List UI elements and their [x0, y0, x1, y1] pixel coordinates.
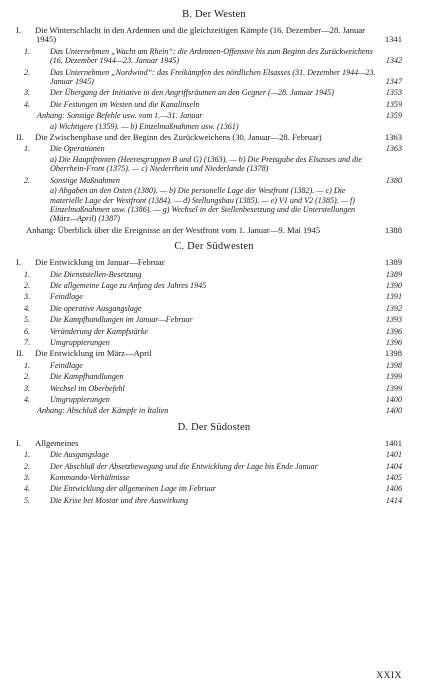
toc-entry-number: 2.: [24, 67, 31, 77]
toc-entry-number: I.: [16, 437, 22, 448]
toc-page-number: 1363: [384, 132, 402, 143]
toc-entry-text: [26, 226, 376, 235]
toc-entry-label: Die allgemeine Lage zu Anfang des Jahres 1945: [50, 280, 207, 290]
toc-entry-label: Kommando-Verhältnisse: [50, 473, 130, 483]
toc-entry-number: 7.: [24, 337, 31, 347]
toc-page-number: 1392: [385, 303, 402, 313]
toc-entry-number: 2.: [24, 280, 31, 290]
toc-entry-text: [24, 473, 376, 483]
toc-entry[interactable]: [26, 384, 402, 393]
toc-entry-number: II.: [16, 132, 24, 143]
toc-section: [16, 9, 402, 235]
toc-entry-text: [24, 360, 376, 370]
toc-page-number: 1400: [385, 395, 402, 404]
toc-entry-text: [24, 495, 376, 505]
toc-entry-number: 4.: [24, 395, 31, 404]
toc-entry-text: [24, 303, 376, 313]
toc-entry[interactable]: [26, 68, 402, 87]
toc-entry[interactable]: [26, 361, 402, 370]
toc-entry-number: 3.: [24, 383, 31, 393]
toc-entry-number: 4.: [24, 99, 31, 109]
toc-entry[interactable]: [26, 406, 402, 415]
toc-page-number: 1363: [385, 144, 402, 154]
toc-entry-text: [24, 395, 376, 404]
toc-subitems: a) Abgaben an den Osten (1380). — b) Die personelle Lage der Westfront (1382). — c) Die materielle Lage der Westfront (1384). — d) Stellungsbau (1385). — e) V1 und V2 (1385). — f) Einzelmaßnahmen usw. (1386). — g) Wechsel in der Stellenbesetzung und die Unterstellungen (März—April) (1387): [50, 186, 356, 224]
toc-entry-text: [24, 46, 376, 66]
toc-entry-text: [16, 437, 376, 448]
toc-entry-number: 5.: [24, 315, 31, 325]
toc-entry[interactable]: [26, 395, 402, 404]
toc-entry[interactable]: [26, 176, 402, 185]
toc-page-number: 1401: [384, 437, 402, 448]
toc-entry-label: Die Winterschlacht in den Ardennen und die gleichzeitigen Kämpfe (16. Dezember—28. Januar 1945): [35, 25, 365, 45]
toc-page-number: 1405: [385, 473, 402, 483]
toc-entry-text: [24, 484, 376, 494]
toc-entry-number: 1.: [24, 360, 31, 370]
toc-entry[interactable]: [26, 484, 402, 493]
toc-entry-text: [24, 326, 376, 336]
toc-entry-label: Feindlage: [50, 360, 83, 370]
toc-entry[interactable]: [16, 437, 402, 448]
toc-entry-text: [37, 111, 376, 120]
toc-entry-number: 4.: [24, 303, 31, 313]
toc-entry-label: Die Zwischenphase und der Beginn des Zurückweichens (30. Januar—28. Februar): [35, 132, 322, 143]
toc-entry-text: [24, 67, 376, 87]
toc-page-number: 1401: [385, 450, 402, 460]
toc-page-number: 1342: [385, 56, 402, 66]
toc-page-number: 1390: [385, 280, 402, 290]
toc-entry-label: Die Entwicklung der allgemeinen Lage im Februar: [50, 484, 216, 494]
toc-page-number: 1400: [385, 406, 402, 416]
toc-entry-text: [24, 292, 376, 302]
toc-entry[interactable]: [26, 496, 402, 505]
toc-entry-number: 1.: [24, 46, 31, 56]
toc-page-number: 1398: [384, 348, 402, 359]
toc-entry-label: Die Kampfhandlungen im Januar—Februar: [50, 315, 193, 325]
toc-entry-text: [37, 406, 376, 415]
toc-entry-label: Die Operationen: [50, 144, 105, 154]
toc-entry-text: [24, 88, 376, 98]
toc-section: [16, 241, 402, 416]
toc-entry-label: Anhang: Abschluß der Kämpfe in Italien: [37, 406, 169, 416]
toc-entry-label: Der Übergang der Initiative in den Angriffsräumen an den Gegner (—28. Januar 1945): [50, 88, 334, 98]
toc-entry-text: [24, 383, 376, 393]
toc-page-number: 1353: [385, 88, 402, 98]
toc-entry-number: 5.: [24, 495, 31, 505]
toc-page-number: 1393: [385, 315, 402, 325]
toc-entry-number: 2.: [24, 372, 31, 382]
section-title: C. Der Südwesten: [174, 241, 254, 253]
toc-page-number: 1399: [385, 372, 402, 382]
toc-entry-number: 1.: [24, 450, 31, 460]
toc-entry-label: Die Ausgangslage: [50, 450, 109, 460]
toc-page-number: 1359: [385, 111, 402, 121]
toc-page-number: 1359: [385, 99, 402, 109]
toc-page-number: 1341: [384, 34, 402, 45]
section-title: B. Der Westen: [182, 9, 246, 20]
toc-entry-label: Wechsel im Oberbefehl: [50, 383, 125, 393]
toc-page-number: 1380: [385, 175, 402, 185]
toc-page-number: 1406: [385, 484, 402, 494]
toc-entry[interactable]: [26, 304, 402, 313]
toc-page-number: 1414: [385, 495, 402, 505]
toc-entry-label: Der Abschluß der Absetzbewegung und die Entwicklung der Lage bis Ende Januar: [50, 461, 318, 471]
toc-entry-label: Feindlage: [50, 292, 83, 302]
toc-entry[interactable]: [26, 450, 402, 459]
toc-entry-number: I.: [16, 257, 22, 268]
toc-entry-number: 3.: [24, 292, 31, 302]
toc-entry-label: Die Entwicklung im März—April: [35, 348, 152, 359]
toc-entry[interactable]: [16, 348, 402, 359]
toc-entry[interactable]: [26, 111, 402, 120]
toc-entry[interactable]: [26, 462, 402, 471]
toc-page-number: 1389: [384, 257, 402, 268]
toc-entry-label: Umgruppierungen: [50, 395, 110, 404]
toc-entry-number: I.: [16, 25, 22, 35]
toc-subitems: a) Wichtigere (1359). — b) Einzelmaßnahmen usw. (1361): [50, 121, 239, 131]
toc-entry-number: 3.: [24, 88, 31, 98]
toc-entry[interactable]: [26, 473, 402, 482]
toc-entry-text: [24, 144, 376, 154]
toc-entry-label: Anhang: Sonstige Befehle usw. vom 1.—31. Januar: [37, 111, 203, 121]
toc-entry-number: 2.: [24, 461, 31, 471]
toc-entry-label: Die Kampfhandlungen: [50, 372, 124, 382]
toc-entry-number: 4.: [24, 484, 31, 494]
toc-page-number: 1391: [385, 292, 402, 302]
section-title: D. Der Südosten: [177, 421, 251, 433]
toc-entry-label: Anhang: Überblick über die Ereignisse an der Westfront vom 1. Januar—9. Mai 1945: [26, 224, 321, 235]
toc-entry-text: [24, 461, 376, 471]
toc-entry-text: [24, 269, 376, 279]
toc-entry-label: Die Dienststellen-Besetzung: [50, 269, 142, 279]
toc-entry[interactable]: [26, 327, 402, 336]
toc-page-number: 1347: [385, 77, 402, 87]
toc-entry-label: Allgemeines: [35, 437, 79, 448]
toc-entry-label: Die Krise bei Mostar und ihre Auswirkung: [50, 495, 189, 505]
toc-entry-label: Sonstige Maßnahmen: [50, 175, 120, 185]
toc-entry-label: Umgruppierungen: [50, 337, 110, 347]
table-of-contents: [16, 9, 402, 505]
toc-entry-number: II.: [16, 348, 24, 359]
toc-entry[interactable]: [26, 100, 402, 109]
toc-entry-label: Die Festungen im Westen und die Kanalinseln: [50, 99, 200, 109]
toc-entry-label: Die Entwicklung im Januar—Februar: [35, 257, 165, 268]
toc-entry-text: [24, 372, 376, 382]
toc-entry-text: [16, 25, 376, 45]
toc-entry-number: 2.: [24, 175, 31, 185]
toc-entry-text: [24, 280, 376, 290]
toc-entry[interactable]: [26, 338, 402, 347]
toc-entry[interactable]: [16, 25, 402, 45]
toc-page-number: 1399: [385, 383, 402, 393]
toc-page-number: 1396: [385, 326, 402, 336]
toc-entry-text: [24, 315, 376, 325]
toc-entry[interactable]: [16, 257, 402, 268]
toc-entry[interactable]: [26, 47, 402, 66]
toc-page-number: 1404: [385, 461, 402, 471]
toc-entry-number: 1.: [24, 144, 31, 154]
toc-entry-text: [16, 348, 376, 359]
toc-entry-number: 1.: [24, 269, 31, 279]
toc-entry-text: [16, 132, 376, 143]
toc-entry[interactable]: [26, 372, 402, 381]
toc-entry[interactable]: [26, 88, 402, 97]
toc-entry-label: Veränderung der Kampfstärke: [50, 326, 149, 336]
toc-entry[interactable]: [26, 315, 402, 324]
page-number: XXIX: [376, 670, 402, 681]
toc-entry-label: Das Unternehmen „Wacht am Rhein“: die Ardennen-Offensive bis zum Beginn des Zurückweichens (16. Dezember 1944—23. Januar 1945): [50, 46, 373, 66]
toc-entry-text: [24, 175, 376, 185]
toc-entry[interactable]: [26, 270, 402, 279]
toc-entry-text: [24, 450, 376, 460]
toc-entry-text: [16, 257, 376, 268]
toc-entry[interactable]: [26, 226, 402, 235]
toc-entry-text: [24, 337, 376, 347]
toc-entry-number: 6.: [24, 326, 31, 336]
toc-entry[interactable]: [16, 132, 402, 143]
toc-page-number: 1388: [384, 224, 402, 235]
toc-entry[interactable]: [26, 292, 402, 301]
toc-subitems: a) Die Hauptfronten (Heeresgruppen B und G) (1363). — b) Die Preisgabe des Elsasses und die Oberrhein-Front (1375). — c) Niederrhein und Niederlande (1378): [50, 154, 363, 174]
toc-entry[interactable]: [26, 144, 402, 153]
toc-entry-label: Das Unternehmen „Nordwind“: das Freikämpfen des nördlichen Elsasses (31. Dezember 1944—23. Januar 1945): [50, 67, 376, 87]
toc-page-number: 1396: [385, 337, 402, 347]
toc-section: [16, 421, 402, 505]
toc-entry[interactable]: [26, 281, 402, 290]
toc-page-number: 1389: [385, 269, 402, 279]
toc-entry-label: Die operative Ausgangslage: [50, 303, 142, 313]
toc-entry-number: 3.: [24, 473, 31, 483]
toc-entry-text: [24, 99, 376, 109]
toc-page-number: 1398: [385, 360, 402, 370]
